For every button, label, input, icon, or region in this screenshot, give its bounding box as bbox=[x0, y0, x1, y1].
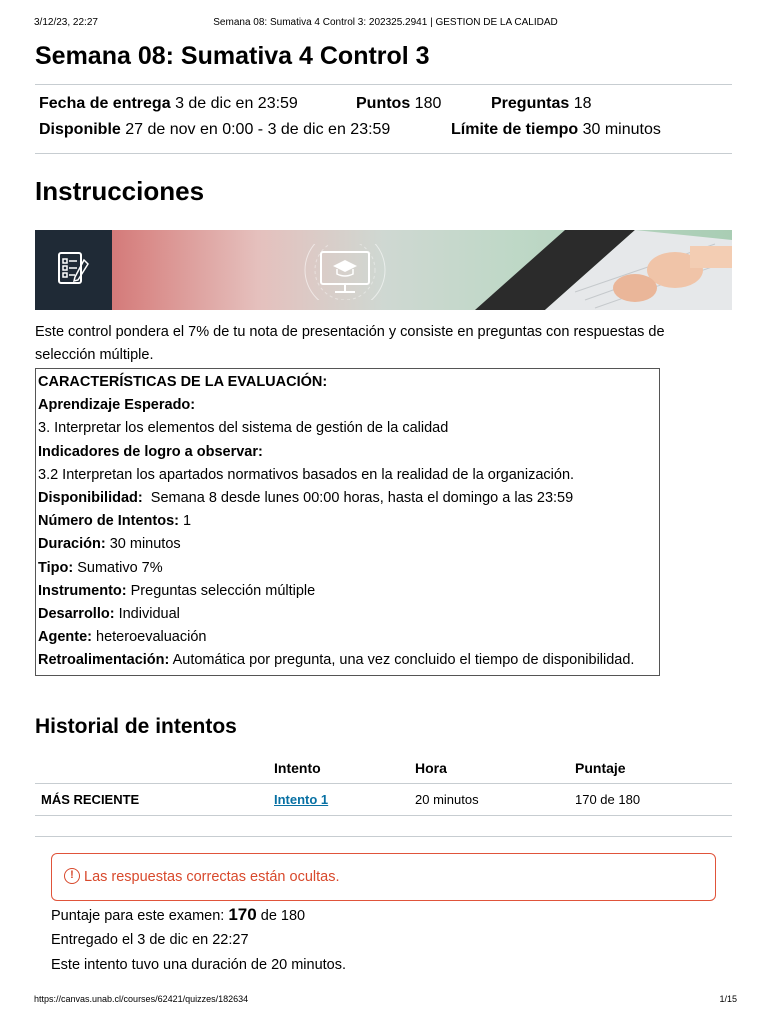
instructions-intro: Este control pondera el 7% de tu nota de presentación y consiste en preguntas con respuestas de selección múltiple. bbox=[35, 324, 665, 363]
availability-value: Semana 8 desde lunes 00:00 horas, hasta el domingo a las 23:59 bbox=[150, 490, 574, 507]
due-value: 3 de dic en 23:59 bbox=[175, 95, 298, 112]
divider bbox=[35, 153, 732, 154]
alert-text: Las respuestas correctas están ocultas. bbox=[84, 869, 340, 885]
table-divider bbox=[35, 783, 732, 784]
expected-learning-label: Aprendizaje Esperado: bbox=[38, 397, 196, 414]
feedback-value: Automática por pregunta, una vez concluido el tiempo de disponibilidad. bbox=[172, 652, 635, 669]
print-footer bbox=[34, 994, 737, 1004]
indicators-value: 3.2 Interpretan los apartados normativos basados en la realidad de la organización. bbox=[38, 466, 575, 483]
type-label: Tipo: bbox=[38, 559, 74, 576]
banner-icon-panel bbox=[35, 230, 112, 310]
hidden-answers-alert bbox=[51, 853, 716, 901]
questions-meta bbox=[491, 95, 592, 113]
development-value: Individual bbox=[118, 606, 180, 623]
page-title: Semana 08: Sumativa 4 Control 3 bbox=[35, 42, 430, 70]
questions-label: Preguntas bbox=[491, 95, 570, 112]
graduation-monitor-icon bbox=[285, 244, 405, 300]
points-label: Puntos bbox=[356, 95, 411, 112]
points-meta bbox=[356, 95, 441, 113]
print-page-number: 1/15 bbox=[719, 994, 737, 1004]
due-label: Fecha de entrega bbox=[39, 95, 171, 112]
print-datetime: 3/12/23, 22:27 bbox=[34, 17, 98, 28]
submitted-info: Entregado el 3 de dic en 22:27 bbox=[51, 932, 249, 948]
score-summary bbox=[51, 905, 305, 925]
time-limit-value: 30 minutos bbox=[582, 121, 661, 138]
column-header-score: Puntaje bbox=[575, 760, 626, 776]
attempts-label: Número de Intentos: bbox=[38, 513, 179, 530]
instructions-heading: Instrucciones bbox=[35, 176, 205, 206]
availability-label: Disponibilidad: bbox=[38, 490, 143, 507]
score-value: 170 bbox=[228, 905, 257, 924]
column-header-time: Hora bbox=[415, 760, 447, 776]
feedback-label: Retroalimentación: bbox=[38, 652, 170, 669]
development-label: Desarrollo: bbox=[38, 606, 115, 623]
evaluation-characteristics-box bbox=[35, 368, 660, 676]
duration-info: Este intento tuvo una duración de 20 minutos. bbox=[51, 957, 347, 973]
duration-value: 30 minutos bbox=[109, 536, 181, 553]
agent-label: Agente: bbox=[38, 629, 92, 646]
instructions-banner bbox=[35, 230, 732, 310]
available-value: 27 de nov en 0:00 - 3 de dic en 23:59 bbox=[125, 121, 391, 138]
print-doc-title: Semana 08: Sumativa 4 Control 3: 202325.2941 | GESTION DE LA CALIDAD bbox=[213, 17, 558, 28]
duration-label: Duración: bbox=[38, 536, 106, 553]
indicators-label: Indicadores de logro a observar: bbox=[38, 443, 263, 460]
print-url: https://canvas.unab.cl/courses/62421/quizzes/182634 bbox=[34, 994, 249, 1004]
time-limit-meta bbox=[451, 121, 661, 139]
instrument-label: Instrumento: bbox=[38, 582, 127, 599]
questions-value: 18 bbox=[573, 95, 592, 112]
laptop-hands-image bbox=[435, 230, 732, 310]
attempt-score: 170 de 180 bbox=[575, 792, 641, 807]
warning-icon: ! bbox=[64, 868, 80, 884]
divider bbox=[35, 84, 732, 85]
score-label: Puntaje para este examen: bbox=[51, 908, 225, 924]
attempts-history-heading: Historial de intentos bbox=[35, 715, 237, 738]
table-divider bbox=[35, 815, 732, 816]
available-label: Disponible bbox=[39, 121, 121, 138]
instrument-value: Preguntas selección múltiple bbox=[130, 582, 316, 599]
quiz-meta-row-2 bbox=[39, 121, 390, 139]
points-value: 180 bbox=[414, 95, 442, 112]
attempt-time: 20 minutos bbox=[415, 792, 479, 807]
attempts-value: 1 bbox=[183, 513, 192, 530]
type-value: Sumativo 7% bbox=[77, 559, 163, 576]
column-header-attempt: Intento bbox=[274, 760, 321, 776]
score-total: de 180 bbox=[260, 908, 306, 924]
agent-value: heteroevaluación bbox=[96, 629, 207, 646]
time-limit-label: Límite de tiempo bbox=[451, 121, 579, 138]
section-divider bbox=[35, 836, 732, 837]
characteristics-title: CARACTERÍSTICAS DE LA EVALUACIÓN: bbox=[38, 374, 328, 390]
latest-tag: MÁS RECIENTE bbox=[41, 792, 140, 807]
attempt-link[interactable]: Intento 1 bbox=[274, 792, 329, 807]
quiz-meta-row-1 bbox=[39, 95, 298, 113]
print-header bbox=[34, 17, 737, 31]
expected-learning-value: 3. Interpretar los elementos del sistema de gestión de la calidad bbox=[38, 420, 449, 437]
checklist-icon bbox=[54, 250, 92, 288]
